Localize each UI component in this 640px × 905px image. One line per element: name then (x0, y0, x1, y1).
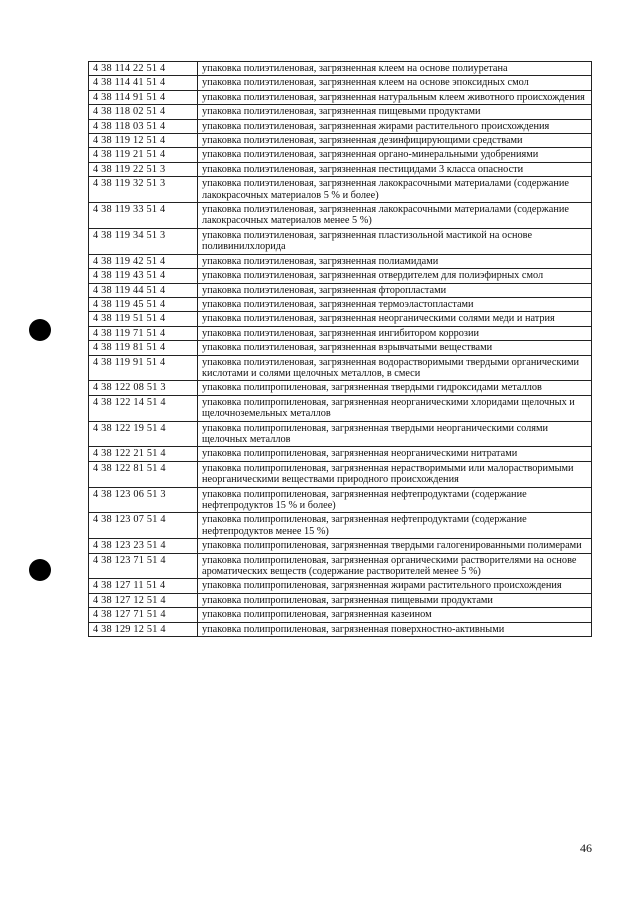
waste-code-cell: 4 38 114 22 51 4 (89, 62, 198, 76)
waste-description-cell: упаковка полиэтиленовая, загрязненная полиамидами (198, 254, 592, 268)
waste-code-cell: 4 38 122 08 51 3 (89, 381, 198, 395)
table-row (89, 62, 592, 76)
waste-code-cell: 4 38 119 42 51 4 (89, 254, 198, 268)
table-row (89, 579, 592, 593)
table-row (89, 608, 592, 622)
table-row (89, 553, 592, 579)
waste-description-cell: упаковка полипропиленовая, загрязненная твердыми гидроксидами металлов (198, 381, 592, 395)
table-row (89, 119, 592, 133)
waste-description-cell: упаковка полиэтиленовая, загрязненная органо-минеральными удобрениями (198, 148, 592, 162)
waste-description-cell: упаковка полипропиленовая, загрязненная органическими растворителями на основе ароматических веществ (содержание растворителей менее 5 %) (198, 553, 592, 579)
waste-code-cell: 4 38 119 81 51 4 (89, 341, 198, 355)
waste-code-cell: 4 38 122 14 51 4 (89, 395, 198, 421)
waste-code-cell: 4 38 119 22 51 3 (89, 162, 198, 176)
waste-description-cell: упаковка полипропиленовая, загрязненная твердыми галогенированными полимерами (198, 539, 592, 553)
waste-description-cell: упаковка полипропиленовая, загрязненная казеином (198, 608, 592, 622)
table-row (89, 513, 592, 539)
waste-description-cell: упаковка полиэтиленовая, загрязненная фторопластами (198, 283, 592, 297)
waste-code-cell: 4 38 119 45 51 4 (89, 297, 198, 311)
table-row (89, 76, 592, 90)
waste-description-cell: упаковка полипропиленовая, загрязненная поверхностно-активными (198, 622, 592, 636)
table-row (89, 90, 592, 104)
page-number: 46 (580, 841, 592, 855)
waste-code-cell: 4 38 122 81 51 4 (89, 461, 198, 487)
waste-description-cell: упаковка полипропиленовая, загрязненная нерастворимыми или малорастворимыми неорганическими веществами природного происхождения (198, 461, 592, 487)
table-row (89, 203, 592, 229)
waste-code-table (88, 61, 592, 637)
waste-description-cell: упаковка полиэтиленовая, загрязненная взрывчатыми веществами (198, 341, 592, 355)
punch-hole (29, 319, 51, 341)
table-row (89, 593, 592, 607)
waste-code-cell: 4 38 127 12 51 4 (89, 593, 198, 607)
table-row (89, 269, 592, 283)
table-body (89, 62, 592, 637)
table-row (89, 148, 592, 162)
waste-code-cell: 4 38 119 34 51 3 (89, 228, 198, 254)
waste-description-cell: упаковка полиэтиленовая, загрязненная лакокрасочными материалами (содержание лакокрасочных материалов 5 % и более) (198, 177, 592, 203)
waste-description-cell: упаковка полиэтиленовая, загрязненная клеем на основе эпоксидных смол (198, 76, 592, 90)
table-row (89, 395, 592, 421)
table-row (89, 447, 592, 461)
table-row (89, 421, 592, 447)
waste-description-cell: упаковка полиэтиленовая, загрязненная пестицидами 3 класса опасности (198, 162, 592, 176)
waste-description-cell: упаковка полиэтиленовая, загрязненная клеем на основе полиуретана (198, 62, 592, 76)
waste-code-cell: 4 38 123 71 51 4 (89, 553, 198, 579)
waste-description-cell: упаковка полипропиленовая, загрязненная жирами растительного происхождения (198, 579, 592, 593)
waste-description-cell: упаковка полиэтиленовая, загрязненная ингибитором коррозии (198, 326, 592, 340)
waste-description-cell: упаковка полиэтиленовая, загрязненная лакокрасочными материалами (содержание лакокрасочных материалов менее 5 %) (198, 203, 592, 229)
waste-code-cell: 4 38 119 91 51 4 (89, 355, 198, 381)
waste-code-cell: 4 38 119 12 51 4 (89, 134, 198, 148)
table-row (89, 539, 592, 553)
waste-code-cell: 4 38 119 43 51 4 (89, 269, 198, 283)
table-row (89, 297, 592, 311)
waste-description-cell: упаковка полипропиленовая, загрязненная пищевыми продуктами (198, 593, 592, 607)
waste-description-cell: упаковка полиэтиленовая, загрязненная пластизольной мастикой на основе поливинилхлорида (198, 228, 592, 254)
waste-code-cell: 4 38 127 11 51 4 (89, 579, 198, 593)
table-row (89, 461, 592, 487)
table-row (89, 312, 592, 326)
table-row (89, 381, 592, 395)
waste-code-cell: 4 38 119 44 51 4 (89, 283, 198, 297)
table-row (89, 177, 592, 203)
table-row (89, 134, 592, 148)
waste-description-cell: упаковка полипропиленовая, загрязненная неорганическими хлоридами щелочных и щелочноземельных металлов (198, 395, 592, 421)
table-row (89, 283, 592, 297)
waste-code-cell: 4 38 114 91 51 4 (89, 90, 198, 104)
waste-code-cell: 4 38 118 02 51 4 (89, 105, 198, 119)
waste-description-cell: упаковка полиэтиленовая, загрязненная пищевыми продуктами (198, 105, 592, 119)
waste-description-cell: упаковка полиэтиленовая, загрязненная термоэластопластами (198, 297, 592, 311)
table-row (89, 254, 592, 268)
waste-code-cell: 4 38 122 21 51 4 (89, 447, 198, 461)
table-row (89, 487, 592, 513)
waste-code-cell: 4 38 119 71 51 4 (89, 326, 198, 340)
waste-description-cell: упаковка полиэтиленовая, загрязненная водорастворимыми твердыми органическими кислотами и солями щелочных металлов, в смеси (198, 355, 592, 381)
waste-description-cell: упаковка полипропиленовая, загрязненная нефтепродуктами (содержание нефтепродуктов менее 15 %) (198, 513, 592, 539)
waste-description-cell: упаковка полипропиленовая, загрязненная неорганическими нитратами (198, 447, 592, 461)
waste-description-cell: упаковка полиэтиленовая, загрязненная натуральным клеем животного происхождения (198, 90, 592, 104)
waste-description-cell: упаковка полиэтиленовая, загрязненная отвердителем для полиэфирных смол (198, 269, 592, 283)
waste-code-cell: 4 38 119 32 51 3 (89, 177, 198, 203)
waste-code-cell: 4 38 114 41 51 4 (89, 76, 198, 90)
waste-code-cell: 4 38 118 03 51 4 (89, 119, 198, 133)
waste-code-cell: 4 38 129 12 51 4 (89, 622, 198, 636)
table-row (89, 355, 592, 381)
waste-code-cell: 4 38 119 21 51 4 (89, 148, 198, 162)
waste-description-cell: упаковка полипропиленовая, загрязненная твердыми неорганическими солями щелочных металлов (198, 421, 592, 447)
waste-description-cell: упаковка полипропиленовая, загрязненная нефтепродуктами (содержание нефтепродуктов 15 % и более) (198, 487, 592, 513)
table-row (89, 162, 592, 176)
waste-code-cell: 4 38 123 07 51 4 (89, 513, 198, 539)
table-row (89, 228, 592, 254)
waste-code-cell: 4 38 119 33 51 4 (89, 203, 198, 229)
waste-code-cell: 4 38 127 71 51 4 (89, 608, 198, 622)
waste-code-cell: 4 38 123 23 51 4 (89, 539, 198, 553)
table-row (89, 105, 592, 119)
table-row (89, 341, 592, 355)
punch-hole (29, 559, 51, 581)
table-row (89, 622, 592, 636)
waste-description-cell: упаковка полиэтиленовая, загрязненная неорганическими солями меди и натрия (198, 312, 592, 326)
waste-description-cell: упаковка полиэтиленовая, загрязненная жирами растительного происхождения (198, 119, 592, 133)
waste-description-cell: упаковка полиэтиленовая, загрязненная дезинфицирующими средствами (198, 134, 592, 148)
waste-code-cell: 4 38 123 06 51 3 (89, 487, 198, 513)
waste-code-cell: 4 38 119 51 51 4 (89, 312, 198, 326)
table-row (89, 326, 592, 340)
waste-code-cell: 4 38 122 19 51 4 (89, 421, 198, 447)
